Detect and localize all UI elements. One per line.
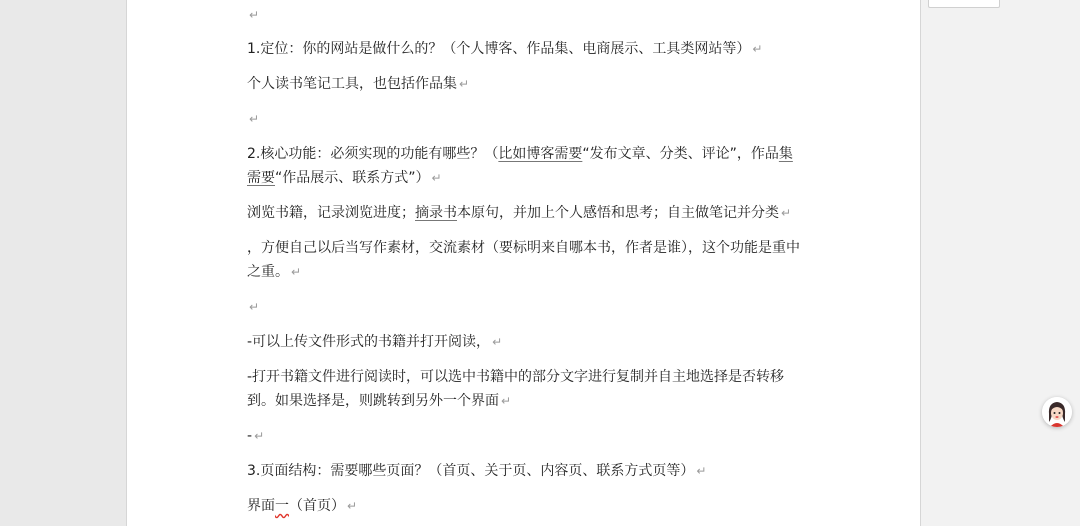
spellcheck-flagged-text: 一 xyxy=(275,498,289,514)
paragraph-mark-icon: ↵ xyxy=(249,112,260,126)
empty-paragraph xyxy=(247,107,807,131)
paragraph-core-features-answer: 浏览书籍，记录浏览进度；摘录书本原句，并加上个人感悟和思考；自主做笔记并分类 ↵ xyxy=(247,205,792,221)
underlined-text: 比如博客需要 xyxy=(498,146,583,162)
underlined-text: 摘录书 xyxy=(415,205,457,221)
paragraph-reading-select-line2: 到。如果选择是，则跳转到另外一个界面 ↵ xyxy=(247,393,512,409)
paragraph-mark-icon: ↵ xyxy=(459,77,470,91)
document-page[interactable] xyxy=(126,0,921,526)
right-side-panel xyxy=(921,0,1080,526)
paragraph-upload-books: -可以上传文件形式的书籍并打开阅读， ↵ xyxy=(247,334,503,350)
paragraph-positioning-question: 1.定位：你的网站是做什么的？（个人博客、作品集、电商展示、工具类网站等） ↵ xyxy=(247,41,763,57)
paragraph-reading-select-line1: -打开书籍文件进行阅读时，可以选中书籍中的部分文字进行复制并自主地选择是否转移 xyxy=(247,369,785,385)
paragraph-mark-icon: ↵ xyxy=(249,300,260,314)
paragraph-mark-icon: ↵ xyxy=(781,206,792,220)
paragraph-dash: - ↵ xyxy=(247,428,265,444)
paragraph-page-structure-question: 3.页面结构：需要哪些页面？（首页、关于页、内容页、联系方式页等） ↵ xyxy=(247,463,707,479)
paragraph-interface-one: 界面一（首页） ↵ xyxy=(247,498,358,514)
paragraph-mark-icon: ↵ xyxy=(249,8,260,22)
paragraph-core-features-detail-line1: ，方便自己以后当写作素材，交流素材（要标明来自哪本书，作者是谁），这个功能是重中 xyxy=(247,240,800,256)
underlined-text: 集 xyxy=(778,146,793,162)
underlined-text: 需要 xyxy=(247,170,275,186)
paragraph-mark-icon: ↵ xyxy=(752,42,763,56)
left-gutter xyxy=(0,0,126,526)
paragraph-mark-icon: ↵ xyxy=(254,429,265,443)
empty-paragraph xyxy=(247,295,807,319)
empty-paragraph xyxy=(247,3,807,27)
paragraph-mark-icon: ↵ xyxy=(431,171,442,185)
paragraph-mark-icon: ↵ xyxy=(696,464,707,478)
panel-dropdown[interactable] xyxy=(928,0,1000,8)
assistant-avatar-icon[interactable] xyxy=(1042,397,1072,427)
paragraph-mark-icon: ↵ xyxy=(347,499,358,513)
paragraph-mark-icon: ↵ xyxy=(501,394,512,408)
paragraph-core-features-question-line2: 需要“作品展示、联系方式”） ↵ xyxy=(247,170,442,186)
paragraph-positioning-answer: 个人读书笔记工具，也包括作品集 ↵ xyxy=(247,76,470,92)
paragraph-core-features-question-line1: 2.核心功能：必须实现的功能有哪些？（比如博客需要“发布文章、分类、评论”，作品集 xyxy=(247,146,793,162)
paragraph-core-features-detail-line2: 之重。 ↵ xyxy=(247,264,302,280)
paragraph-mark-icon: ↵ xyxy=(291,265,302,279)
paragraph-mark-icon: ↵ xyxy=(492,335,503,349)
